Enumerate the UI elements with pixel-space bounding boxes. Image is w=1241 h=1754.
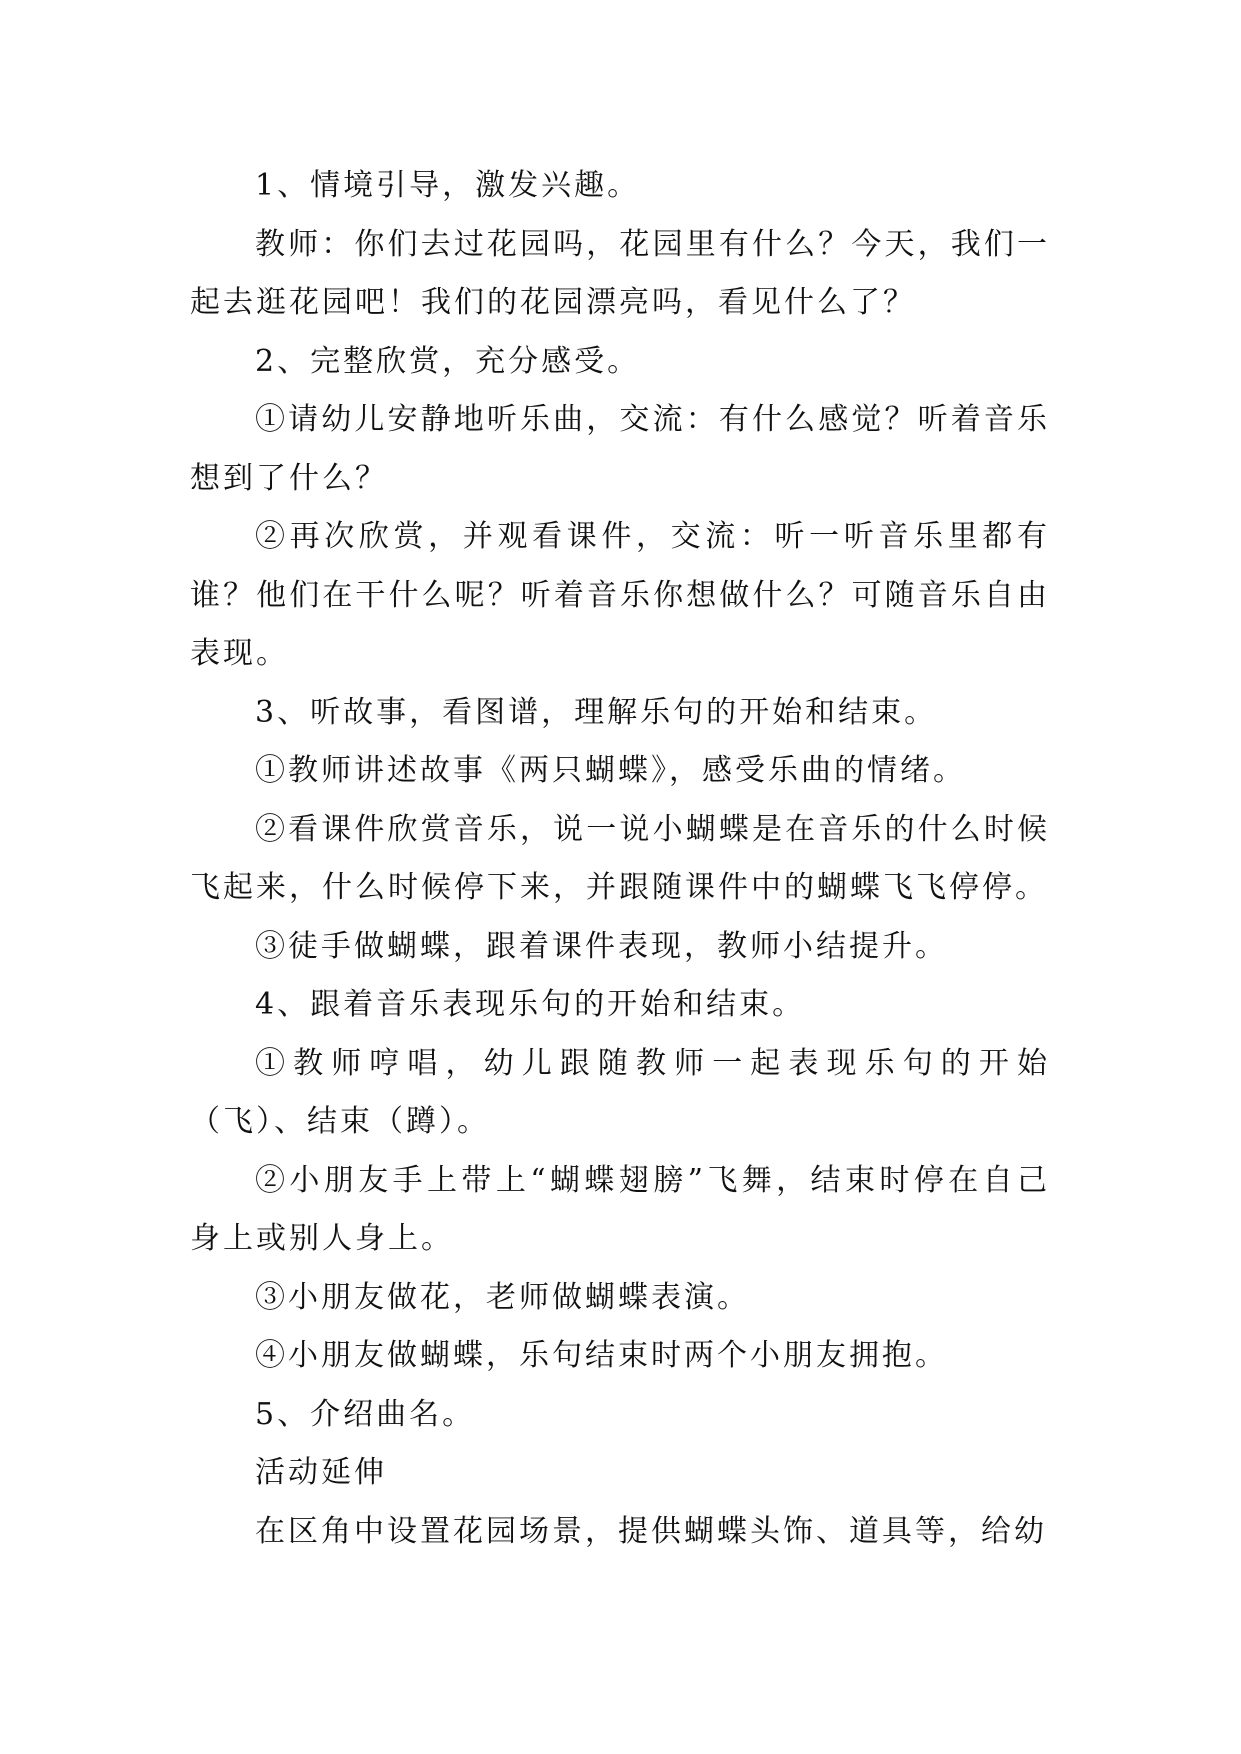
paragraph: ③小朋友做花，老师做蝴蝶表演。 xyxy=(255,1279,750,1315)
paragraph: ②看课件欣赏音乐，说一说小蝴蝶是在音乐的什么时候飞起来，什么时候停下来，并跟随课件中的蝴蝶飞飞停停。 xyxy=(190,811,1050,905)
paragraph: ③徒手做蝴蝶，跟着课件表现，教师小结提升。 xyxy=(255,928,948,964)
paragraph: ①请幼儿安静地听乐曲，交流：有什么感觉？听着音乐想到了什么？ xyxy=(190,402,1050,496)
paragraph: ②再次欣赏，并观看课件，交流：听一听音乐里都有谁？他们在干什么呢？听着音乐你想做什么？可随音乐自由表现。 xyxy=(190,519,1050,671)
paragraph: 2、完整欣赏，充分感受。 xyxy=(255,343,641,379)
document-page xyxy=(190,157,1050,1561)
section-heading: 活动延伸 xyxy=(255,1455,387,1490)
paragraph: 教师：你们去过花园吗，花园里有什么？今天，我们一起去逛花园吧！我们的花园漂亮吗，看见什么了？ xyxy=(190,226,1050,320)
paragraph: ④小朋友做蝴蝶，乐句结束时两个小朋友拥抱。 xyxy=(255,1338,948,1373)
paragraph: ①教师哼唱，幼儿跟随教师一起表现乐句的开始（飞）、结束（蹲）。 xyxy=(190,1045,1050,1139)
paragraph: 3、听故事，看图谱，理解乐句的开始和结束。 xyxy=(255,694,938,730)
paragraph: ②小朋友手上带上“蝴蝶翅膀”飞舞，结束时停在自己身上或别人身上。 xyxy=(190,1162,1050,1256)
paragraph: 5、介绍曲名。 xyxy=(255,1396,476,1432)
paragraph: 4、跟着音乐表现乐句的开始和结束。 xyxy=(255,987,806,1022)
paragraph: 1、情境引导，激发兴趣。 xyxy=(255,168,641,203)
paragraph: 在区角中设置花园场景，提供蝴蝶头饰、道具等，给幼 xyxy=(255,1513,1047,1549)
paragraph: ①教师讲述故事《两只蝴蝶》，感受乐曲的情绪。 xyxy=(255,753,966,788)
